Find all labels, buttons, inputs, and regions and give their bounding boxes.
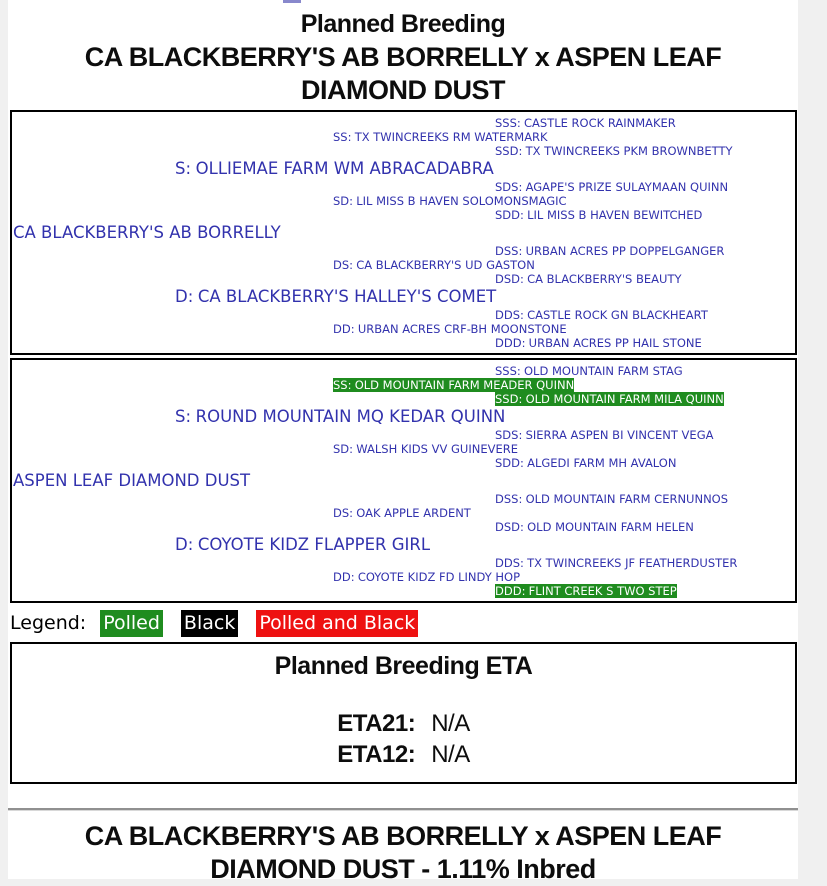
ancestor-label: DSD: [495, 272, 524, 286]
pedigree-row [12, 336, 795, 350]
ancestor-name: OLD MOUNTAIN FARM HELEN [527, 520, 694, 534]
ancestor-label: D: [175, 287, 194, 306]
ancestor-link[interactable] [495, 364, 683, 378]
ancestor-label: DSS: [495, 492, 523, 506]
ancestor-name: ALGEDI FARM MH AVALON [527, 456, 677, 470]
ancestor-name: OLLIEMAE FARM WM ABRACADABRA [195, 159, 494, 178]
ancestor-label: SD: [333, 194, 354, 208]
ancestor-link[interactable] [495, 428, 713, 442]
ancestor-link[interactable] [495, 520, 694, 534]
ancestor-label: SDS: [495, 180, 523, 194]
pedigree-row [12, 322, 795, 336]
ancestor-name: URBAN ACRES CRF-BH MOONSTONE [357, 322, 567, 336]
ancestor-link[interactable] [495, 244, 724, 258]
pedigree-row [12, 272, 795, 286]
ancestor-link[interactable] [333, 506, 471, 520]
ancestor-name: TX TWINCREEKS JF FEATHERDUSTER [527, 556, 738, 570]
pedigree-row [12, 158, 795, 180]
pedigree-row [12, 244, 795, 258]
ancestor-label: DDS: [495, 556, 524, 570]
ancestor-label: SSS: [495, 364, 521, 378]
ancestor-label: D: [175, 535, 194, 554]
horizontal-divider [8, 808, 798, 811]
ancestor-link[interactable] [495, 180, 728, 194]
sire-name: CA BLACKBERRY'S AB BORRELLY [13, 223, 281, 242]
ancestor-label: SDD: [495, 208, 524, 222]
ancestor-name: FLINT CREEK S TWO STEP [528, 584, 677, 598]
ancestor-link[interactable] [495, 144, 733, 158]
ancestor-link[interactable] [333, 258, 535, 272]
ancestor-link[interactable] [333, 378, 574, 392]
eta-title: Planned Breeding ETA [274, 652, 533, 680]
legend-chip-black: Black [181, 610, 238, 637]
legend-chip-polled-and-black: Polled and Black [256, 610, 418, 637]
ancestor-link[interactable] [495, 556, 737, 570]
ancestor-name: LIL MISS B HAVEN SOLOMONSMAGIC [356, 194, 567, 208]
ancestor-label: SS: [333, 378, 352, 392]
ancestor-link[interactable] [495, 116, 676, 130]
ancestor-label: SDS: [495, 428, 523, 442]
ancestor-name: TX TWINCREEKS RM WATERMARK [354, 130, 548, 144]
ancestor-name: CA BLACKBERRY'S HALLEY'S COMET [197, 287, 497, 306]
ancestor-link[interactable] [175, 535, 430, 554]
ancestor-name: OLD MOUNTAIN FARM CERNUNNOS [525, 492, 729, 506]
ancestor-name: COYOTE KIDZ FD LINDY HOP [357, 570, 521, 584]
ancestor-label: SSD: [495, 392, 523, 406]
pedigree-row [12, 130, 795, 144]
ancestor-label: SSS: [495, 116, 521, 130]
dam-name: ASPEN LEAF DIAMOND DUST [13, 471, 251, 490]
ancestor-name: AGAPE'S PRIZE SULAYMAAN QUINN [525, 180, 729, 194]
ancestor-link[interactable] [175, 407, 505, 426]
ancestor-name: URBAN ACRES PP DOPPELGANGER [525, 244, 725, 258]
ancestor-label: S: [175, 407, 192, 426]
eta12-label: ETA12: [337, 741, 416, 768]
pedigree-row [12, 194, 795, 208]
ancestor-name: COYOTE KIDZ FLAPPER GIRL [197, 535, 431, 554]
cropped-link-fragment [283, 0, 301, 3]
ancestor-name: OAK APPLE ARDENT [356, 506, 471, 520]
sire-name-link[interactable] [13, 223, 281, 242]
ancestor-label: DS: [333, 258, 354, 272]
pedigree-row [12, 308, 795, 322]
pedigree-row [12, 506, 795, 520]
pedigree-row [12, 392, 795, 406]
pedigree-row [12, 406, 795, 428]
pedigree-row [12, 144, 795, 158]
legend-label: Legend: [10, 612, 87, 634]
pedigree-row [12, 584, 795, 598]
ancestor-link[interactable] [333, 130, 548, 144]
page-header [8, 0, 798, 107]
inbred-percentage-title: CA BLACKBERRY'S AB BORRELLY x ASPEN LEAF DIAMOND DUST - 1.11% Inbred [84, 821, 722, 884]
ancestor-link[interactable] [333, 194, 567, 208]
ancestor-link[interactable] [333, 322, 567, 336]
ancestor-link[interactable] [495, 392, 724, 406]
ancestor-link[interactable] [495, 584, 677, 598]
ancestor-label: DDS: [495, 308, 524, 322]
ancestor-name: OLD MOUNTAIN FARM STAG [524, 364, 683, 378]
ancestor-link[interactable] [175, 159, 494, 178]
ancestor-label: SD: [333, 442, 354, 456]
ancestor-link[interactable] [495, 208, 702, 222]
pedigree-row-main-animal [12, 470, 795, 492]
pedigree-row [12, 570, 795, 584]
pedigree-row [12, 442, 795, 456]
eta12-value: N/A [431, 741, 470, 768]
ancestor-name: LIL MISS B HAVEN BEWITCHED [527, 208, 703, 222]
pedigree-row [12, 378, 795, 392]
ancestor-label: SDD: [495, 456, 524, 470]
pedigree-row [12, 534, 795, 556]
ancestor-name: WALSH KIDS VV GUINEVERE [356, 442, 518, 456]
breeding-pair-title: CA BLACKBERRY'S AB BORRELLY x ASPEN LEAF DIAMOND DUST [84, 42, 722, 105]
ancestor-label: DS: [333, 506, 354, 520]
ancestor-label: DSD: [495, 520, 524, 534]
ancestor-name: CA BLACKBERRY'S UD GASTON [356, 258, 535, 272]
pedigree-row [12, 428, 795, 442]
pedigree-row [12, 364, 795, 378]
pedigree-row [12, 258, 795, 272]
ancestor-link[interactable] [495, 456, 676, 470]
eta21-value: N/A [431, 710, 470, 737]
ancestor-name: CASTLE ROCK GN BLACKHEART [527, 308, 708, 322]
ancestor-name: OLD MOUNTAIN FARM MEADER QUINN [354, 378, 575, 392]
planned-breeding-eta-box [10, 642, 797, 784]
eta21-row [12, 708, 795, 739]
ancestor-link[interactable] [333, 442, 518, 456]
content-column [8, 0, 798, 884]
ancestor-link[interactable] [495, 492, 728, 506]
ancestor-label: DD: [333, 570, 355, 584]
pedigree-box-dam [10, 358, 797, 603]
dam-name-link[interactable] [13, 471, 250, 490]
ancestor-link[interactable] [333, 570, 520, 584]
page-title: Planned Breeding [300, 10, 506, 38]
ancestor-name: CA BLACKBERRY'S BEAUTY [527, 272, 682, 286]
pedigree-row [12, 520, 795, 534]
ancestor-name: URBAN ACRES PP HAIL STONE [528, 336, 702, 350]
pedigree-row [12, 556, 795, 570]
ancestor-name: SIERRA ASPEN BI VINCENT VEGA [525, 428, 714, 442]
ancestor-label: SSD: [495, 144, 523, 158]
pedigree-row [12, 456, 795, 470]
pedigree-row [12, 492, 795, 506]
pedigree-row [12, 208, 795, 222]
pedigree-row [12, 180, 795, 194]
pedigree-row [12, 116, 795, 130]
ancestor-link[interactable] [495, 272, 682, 286]
pedigree-box-sire [10, 110, 797, 355]
ancestor-name: ROUND MOUNTAIN MQ KEDAR QUINN [195, 407, 506, 426]
ancestor-link[interactable] [175, 287, 496, 306]
ancestor-label: S: [175, 159, 192, 178]
ancestor-label: DSS: [495, 244, 523, 258]
ancestor-name: OLD MOUNTAIN FARM MILA QUINN [525, 392, 724, 406]
ancestor-label: SS: [333, 130, 352, 144]
ancestor-link[interactable] [495, 308, 708, 322]
ancestor-label: DD: [333, 322, 355, 336]
ancestor-link[interactable] [495, 336, 702, 350]
eta21-label: ETA21: [337, 710, 416, 737]
ancestor-label: DDD: [495, 336, 526, 350]
pedigree-row [12, 286, 795, 308]
legend [10, 610, 796, 637]
legend-chip-polled: Polled [100, 610, 163, 637]
ancestor-label: DDD: [495, 584, 526, 598]
ancestor-name: CASTLE ROCK RAINMAKER [524, 116, 676, 130]
ancestor-name: TX TWINCREEKS PKM BROWNBETTY [525, 144, 733, 158]
eta-rows [12, 708, 795, 770]
eta12-row [12, 739, 795, 770]
pedigree-row-main-animal [12, 222, 795, 244]
